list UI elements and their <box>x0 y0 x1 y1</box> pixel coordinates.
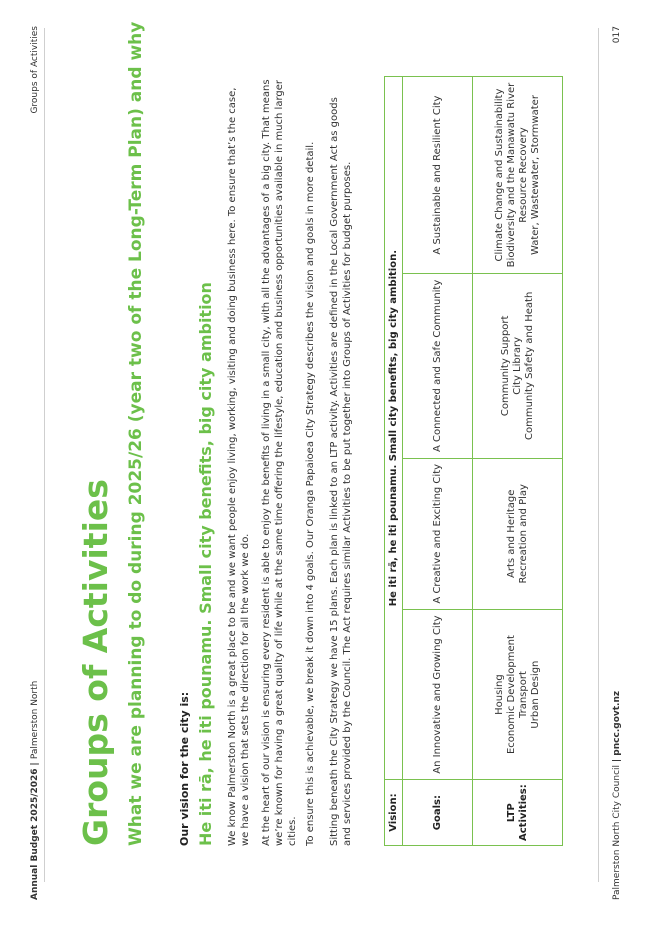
table-row <box>403 77 473 846</box>
vision-value: He iti rā, he iti pounamu. Small city benefits, big city ambition. <box>385 77 403 780</box>
goal-cell: A Creative and Exciting City <box>403 458 473 609</box>
goal-cell: A Connected and Safe Community <box>403 274 473 459</box>
page-subtitle: What we are planning to do during 2025/26 (year two of the Long-Term Plan) and why <box>126 21 146 846</box>
vision-intro: Our vision for the city is: <box>178 691 191 846</box>
paragraph: We know Palmerston North is a great place to be and we want people enjoy living, working, visiting and doing business here. To ensure that’s the case, we have a vision that sets the direction for all the work we do. <box>227 87 251 846</box>
header-divider <box>44 28 45 882</box>
doc-title: Annual Budget 2025/2026 <box>30 768 40 900</box>
activity-item: Biodiversity and the Manawatu River <box>505 82 517 268</box>
footer-separator: | <box>612 755 622 763</box>
org-name: Palmerston North <box>30 680 40 760</box>
footer-divider <box>598 28 599 882</box>
paragraph: Sitting beneath the City Strategy we have 15 plans. Each plan is linked to an LTP activity. Activities are defined in the Local Government Act as goods and services provided by the Council. The Act requires similar Activities to be put together into Groups of Activities for budget purposes. <box>329 97 353 846</box>
paragraph: At the heart of our vision is ensuring every resident is able to enjoy the benefits of living in a small city, with all the advantages of a big city. That means we’re known for having a great quality of life while at the same time offering the lifestyle, education and business opportunities available in much larger cities. <box>261 79 298 846</box>
activity-item: Transport <box>517 671 529 719</box>
table-row <box>385 77 403 846</box>
vision-goals-table <box>384 76 563 846</box>
page-title: Groups of Activities <box>76 479 115 846</box>
website-link[interactable]: pncc.govt.nz <box>612 690 622 756</box>
activities-label-line: Activities: <box>517 784 529 841</box>
activity-item: Recreation and Play <box>517 484 529 584</box>
running-header-section: Groups of Activities <box>30 26 40 114</box>
page-number: 017 <box>612 26 622 44</box>
activity-item: Climate Change and Sustainability <box>493 88 505 262</box>
activity-cell <box>473 77 563 274</box>
activity-item: Resource Recovery <box>517 127 529 223</box>
goal-cell: An Innovative and Growing City <box>403 609 473 779</box>
header-separator: | <box>30 759 40 766</box>
activities-label <box>473 780 563 846</box>
activity-item: Water, Wastewater, Stormwater <box>529 95 541 256</box>
vision-label: Vision: <box>385 780 403 846</box>
activity-item: Arts and Heritage <box>505 489 517 578</box>
activity-item: Urban Design <box>529 660 541 729</box>
activity-item: Community Support <box>499 315 511 417</box>
activity-item: City Library <box>511 336 523 395</box>
paragraph: To ensure this is achievable, we break it down into 4 goals. Our Oranga Papaioea City Strategy describes the vision and goals in more detail. <box>305 141 316 846</box>
activity-item: Economic Development <box>505 635 517 755</box>
activity-cell <box>473 274 563 459</box>
footer-left <box>612 691 622 900</box>
activity-cell <box>473 609 563 779</box>
activity-item: Housing <box>493 674 505 715</box>
goal-cell: A Sustainable and Resilient City <box>403 77 473 274</box>
table-row <box>473 77 563 846</box>
activity-item: Community Safety and Heath <box>523 291 535 440</box>
activity-cell <box>473 458 563 609</box>
council-name: Palmerston North City Council <box>612 764 622 900</box>
goals-label: Goals: <box>403 780 473 846</box>
running-header-left <box>30 681 40 900</box>
vision-heading: He iti rā, he iti pounamu. Small city benefits, big city ambition <box>196 282 215 846</box>
activities-label-line: LTP <box>505 803 517 823</box>
